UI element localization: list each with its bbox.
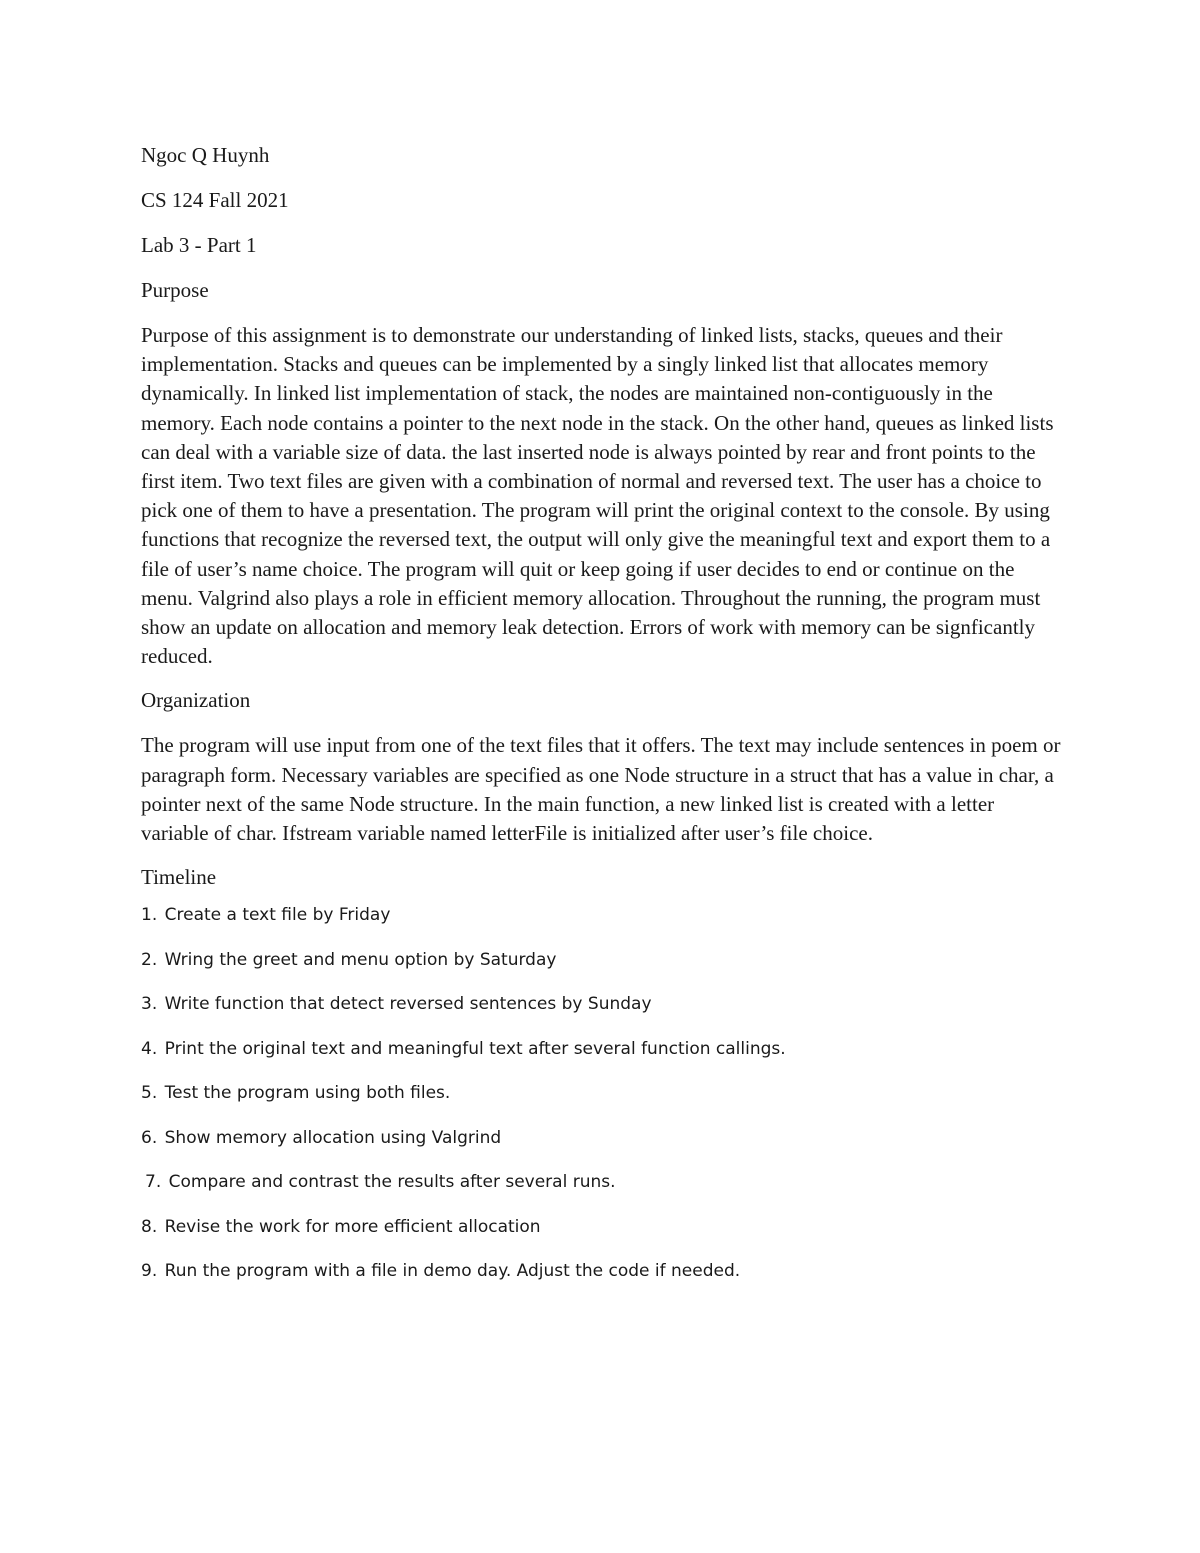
timeline-item-text: Revise the work for more efficient allocation [164,1216,541,1237]
timeline-item-text: Print the original text and meaningful text after several function callings. [164,1038,786,1059]
timeline-item [141,1260,1066,1305]
document-body [141,141,1066,1305]
timeline-item-number: 6. [141,1127,158,1148]
timeline-item-number: 4. [141,1038,158,1059]
timeline-item [141,904,1066,949]
timeline-item-number: 5. [141,1083,158,1104]
timeline-list [141,904,1066,1305]
organization-paragraph: The program will use input from one of the text files that it offers. The text may include sentences in poem or paragraph form. Necessary variables are specified as one Node structure in a struct that has a value in char, a pointer next of the same Node structure. In the main function, a new linked list is created with a letter variable of char. Ifstream variable named letterFile is initialized after user’s file choice. [141,733,1061,846]
timeline-item-text: Create a text file by Friday [164,905,391,926]
timeline-item-number: 3. [141,994,158,1015]
timeline-item [141,1082,1066,1127]
timeline-item-text: Compare and contrast the results after several runs. [168,1172,616,1193]
purpose-heading: Purpose [141,278,209,302]
timeline-item [141,1038,1066,1083]
timeline-item-number: 7. [145,1172,162,1193]
timeline-item [141,1171,1066,1216]
organization-heading: Organization [141,688,251,713]
course-info: CS 124 Fall 2021 [141,188,289,212]
timeline-item-text: Run the program with a file in demo day. Adjust the code if needed. [164,1261,741,1282]
timeline-item-text: Test the program using both files. [164,1083,451,1104]
timeline-item [141,949,1066,994]
timeline-item-number: 8. [141,1216,158,1237]
timeline-item-text: Write function that detect reversed sentences by Sunday [164,994,652,1015]
author-name: Ngoc Q Huynh [141,143,270,167]
timeline-item [141,993,1066,1038]
purpose-paragraph: Purpose of this assignment is to demonstrate our understanding of linked lists, stacks, queues and their implementation. Stacks and queues can be implemented by a singly linked list that allocates memory dynamically. In linked list implementation of stack, the nodes are maintained non-contiguously in the memory. Each node contains a pointer to the next node in the stack. On the other hand, queues as linked lists can deal with a variable size of data. the last inserted node is always pointed by rear and front points to the first item. Two text files are given with a combination of normal and reversed text. The user has a choice to pick one of them to have a presentation. The program will print the original context to the console. By using functions that recognize the reversed text, the output will only give the meaningful text and export them to a file of user’s name choice. The program will quit or keep going if user decides to end or continue on the menu. Valgrind also plays a role in efficient memory allocation. Throughout the running, the program must show an update on allocation and memory leak detection. Errors of work with memory can be signficantly reduced. [141,323,1054,669]
timeline-heading: Timeline [141,865,217,890]
timeline-item-number: 1. [141,905,158,926]
timeline-item-number: 9. [141,1261,158,1282]
timeline-item-text: Show memory allocation using Valgrind [164,1127,502,1148]
timeline-item [141,1127,1066,1172]
timeline-item-text: Wring the greet and menu option by Saturday [164,949,557,970]
assignment-title: Lab 3 - Part 1 [141,233,257,257]
timeline-item [141,1216,1066,1261]
timeline-item-number: 2. [141,949,158,970]
